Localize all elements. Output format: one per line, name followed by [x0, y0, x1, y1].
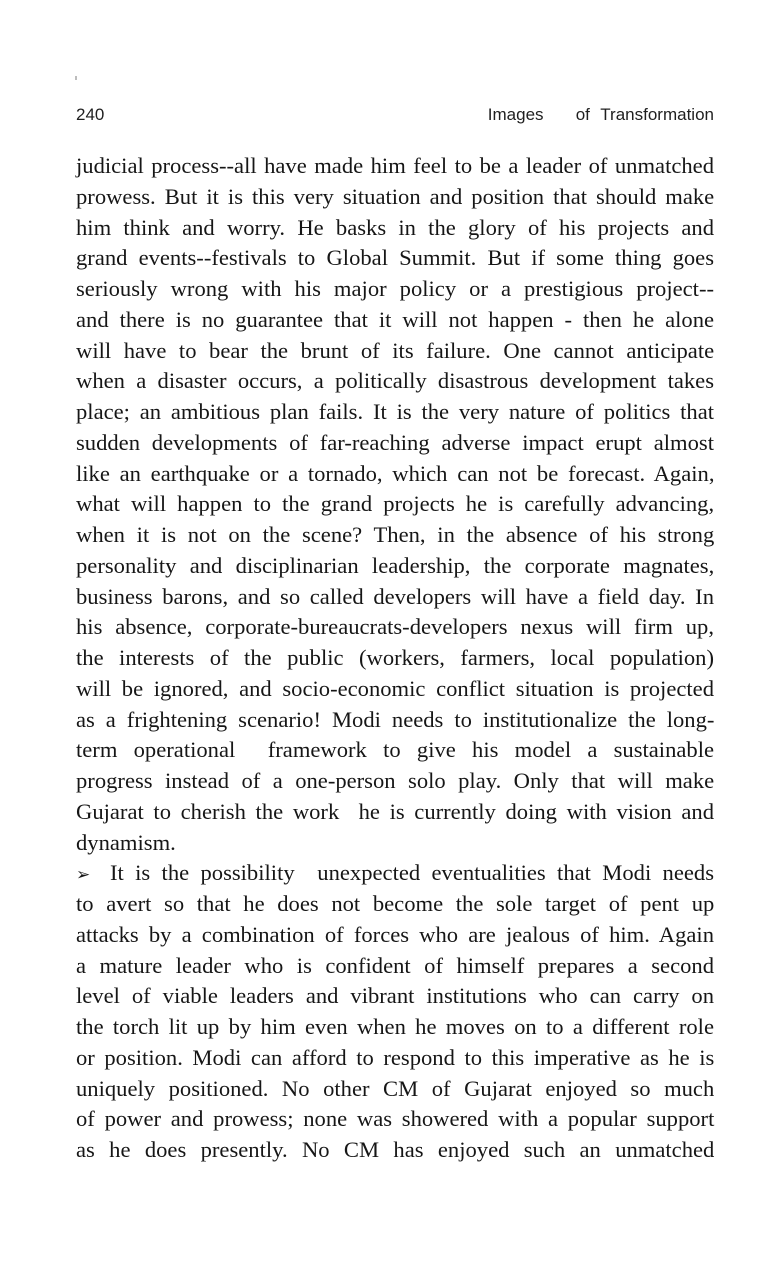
- text-line: the interests of the public (workers, farmers, local population): [76, 645, 714, 670]
- text-line: personality and disciplinarian leadership, the corporate magnates,: [76, 552, 715, 578]
- text-line: judicial process--all have made him feel to be a leader of unmatched: [76, 153, 714, 178]
- body-text: [76, 151, 714, 1166]
- text-line: progress instead of a one-person solo play. Only that will make: [76, 768, 715, 793]
- text-line: when a disaster occurs, a politically disastrous development takes: [76, 368, 714, 394]
- text-line: as a frightening scenario! Modi needs to institutionalize the long-: [76, 706, 715, 732]
- text-line: dynamism.: [76, 829, 176, 855]
- text-line: his absence, corporate-bureaucrats-developers nexus will firm up,: [76, 614, 714, 640]
- text-line: when it is not on the scene? Then, in the absence of his strong: [76, 522, 715, 547]
- text-line: him think and worry. He basks in the glory of his projects and: [76, 214, 714, 240]
- text-line: to avert so that he does not become the sole target of pent up: [76, 891, 715, 916]
- text-line: business barons, and so called developers will have a field day. In: [76, 583, 714, 609]
- text-line: grand events--festivals to Global Summit. But if some thing goes: [76, 245, 714, 271]
- bullet-line: [76, 858, 714, 889]
- text-line: Gujarat to cherish the work he is currently doing with vision and: [76, 798, 714, 824]
- text-line: like an earthquake or a tornado, which can not be forecast. Again,: [76, 460, 715, 486]
- text-line: a mature leader who is confident of himself prepares a second: [76, 952, 714, 978]
- text-line: what will happen to the grand projects he is carefully advancing,: [76, 491, 715, 517]
- text-line: as he does presently. No CM has enjoyed such an unmatched: [76, 1137, 715, 1162]
- page-number: 240: [76, 105, 105, 124]
- arrowhead-bullet-icon: ➢: [76, 865, 91, 885]
- text-line: term operational framework to give his model a sustainable: [76, 737, 714, 763]
- text-line: uniquely positioned. No other CM of Gujarat enjoyed so much: [76, 1075, 715, 1101]
- text-line: will have to bear the brunt of its failure. One cannot anticipate: [76, 337, 715, 363]
- text-line: prowess. But it is this very situation and position that should make: [76, 183, 715, 209]
- running-header: [76, 105, 714, 127]
- running-title: Images of Transformation: [487, 105, 714, 124]
- text-line: level of viable leaders and vibrant institutions who can carry on: [76, 983, 714, 1009]
- scan-speck: [75, 76, 77, 80]
- text-line: attacks by a combination of forces who are jealous of him. Again: [76, 921, 714, 947]
- text-line: of power and prowess; none was showered with a popular support: [76, 1106, 715, 1132]
- text-line: and there is no guarantee that it will not happen - then he alone: [76, 306, 715, 332]
- paragraph: [76, 151, 714, 858]
- text-line: the torch lit up by him even when he moves on to a different role: [76, 1014, 714, 1039]
- paragraph: [76, 889, 714, 1166]
- text-line: will be ignored, and socio-economic conflict situation is projected: [76, 675, 714, 701]
- text-line: place; an ambitious plan fails. It is the very nature of politics that: [76, 399, 714, 424]
- text-line: or position. Modi can afford to respond to this imperative as he is: [76, 1044, 715, 1070]
- text-line: seriously wrong with his major policy or a prestigious project--: [76, 276, 714, 301]
- text-line: It is the possibility unexpected eventualities that Modi needs: [110, 860, 714, 886]
- text-line: sudden developments of far-reaching adverse impact erupt almost: [76, 429, 714, 455]
